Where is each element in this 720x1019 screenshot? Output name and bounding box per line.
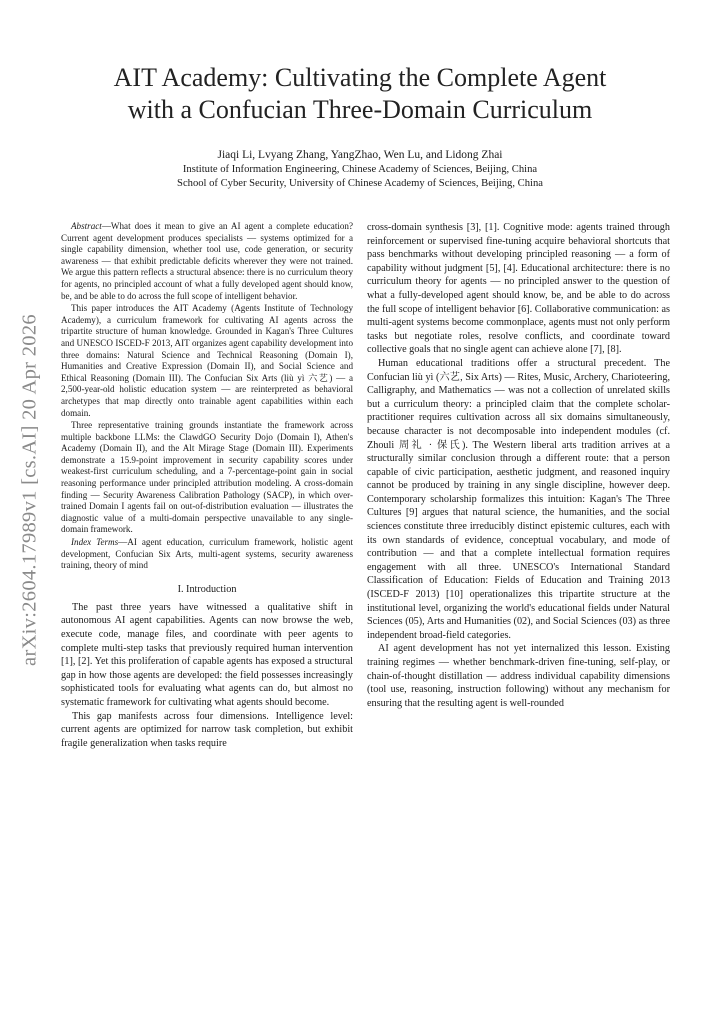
body-paragraph: The past three years have witnessed a qualitative shift in autonomous AI agent capabilities. Agents can now browse the web, execute code, manage files, and coordinate with peer agents to complete multi-step tasks that previously required human intervention [1], [2]. Yet this proliferation of capable agents has exposed a structural gap in how those agents are developed: the field possesses increasingly sophisticated tools for evaluating what agents can do, but almost no systematic framework for cultivating what agents should become.	[61, 601, 353, 708]
author-list: Jiaqi Li, Lvyang Zhang, YangZhao, Wen Lu, and Lidong Zhai	[217, 149, 503, 161]
index-terms: Index Terms—AI agent education, curriculum framework, holistic agent development, Confucian Six Arts, multi-agent systems, security awareness training, theory of mind	[61, 537, 353, 571]
abstract-paragraph: This paper introduces the AIT Academy (Agents Institute of Technology Academy), a curriculum framework for cultivating AI agents across the tripartite structure of human knowledge. Grounded in Kagan's Three Cultures and UNESCO ISCED-F 2013, AIT organizes agent capability development into three domains: Natural Science and Technical Reasoning (Domain I), Humanities and Creative Expression (Domain II), and Social Science and Ethical Reasoning (Domain III). The Confucian Six Arts (liù yì 六艺) — a 2,500-year-old holistic education system — are reinterpreted as behavioral archetypes that map directly onto trainable agent capabilities within each domain.	[61, 303, 353, 418]
body-paragraph: This gap manifests across four dimensions. Intelligence level: current agents are optimized for narrow task completion, but exhibit fragile generalization when tasks require	[61, 710, 353, 749]
left-column	[61, 221, 353, 750]
abstract-label: Abstract	[71, 221, 102, 231]
title-line: with a Confucian Three-Domain Curriculum	[127, 95, 593, 124]
affiliation-1: Institute of Information Engineering, Chinese Academy of Sciences, Beijing, China	[182, 164, 538, 175]
abstract-paragraph: Three representative training grounds instantiate the framework across multiple backbone LLMs: the ClawdGO Security Dojo (Domain I), Athen's Academy (Domain II), and the Alt Mirage Stage (Domain III). Experiments demonstrate a 15.9-point improvement in security capability scores under weakest-first curriculum scheduling, and a 7-percentage-point gain in social reasoning performance under principled attribution modeling. A cross-domain finding — Security Awareness Calibration Pathology (SACP), in which over-trained Domain I agents fail on out-of-distribution evaluation — illustrates the diagnostic value of a multi-domain perspective unavailable to any single-domain framework.	[61, 420, 353, 535]
title-line: AIT Academy: Cultivating the Complete Agent	[113, 63, 607, 92]
abstract-paragraph: Abstract—What does it mean to give an AI agent a complete education? Current agent development produces specialists — systems optimized for a single capability dimension, whether tool use, code generation, or security awareness — that exhibit predictable deficits wherever they were not trained. We argue this pattern reflects a structural absence: there is no curriculum theory for agents, no principled account of what a fully developed agent should know, be, and be able to do across the full scope of intelligent behavior.	[61, 221, 353, 301]
body-paragraph: cross-domain synthesis [3], [1]. Cognitive mode: agents trained through reinforcement or supervised fine-tuning acquire behavioral shortcuts that pass benchmarks without developing principled reasoning — a form of capability without judgment [5], [4]. Educational architecture: there is no curriculum theory for agents — no principled answer to the question of what a fully-developed agent should know, be, and be able to do across the full scope of intelligent behavior [6]. Collaborative communication: as multi-agent systems become commonplace, agents must not only perform tasks but negotiate roles, resolve conflicts, and coordinate toward collective goals that no single agent can achieve alone [7], [8].	[367, 222, 670, 356]
section-heading: I. Introduction	[177, 583, 237, 595]
index-terms-label: Index Terms	[71, 537, 119, 548]
paper-title	[60, 62, 660, 126]
affiliation-2: School of Cyber Security, University of Chinese Academy of Sciences, Beijing, China	[177, 178, 543, 189]
arxiv-identifier-stamp	[10, 300, 50, 680]
arxiv-id-text: arXiv:2604.17989v1 [cs.AI] 20 Apr 2026	[18, 314, 41, 666]
body-paragraph: Human educational traditions offer a structural precedent. The Confucian liù yì (六艺, Six Arts) — Rites, Music, Archery, Charioteering, Calligraphy, and Mathematics — was not a collection of unrelated skills but a curriculum theory: a principled claim that the complete scholar-practitioner requires cultivation across all six domains simultaneously, because character is not decomposable into independent modules (cf. Zhouli 周礼 · 保氏). The Western liberal arts tradition arrives at a structurally similar conclusion through a different route: that a person capable of civic participation, aesthetic judgment, and reasoned inquiry cannot be produced by training in any single discipline, however deep. Contemporary scholarship formalizes this intuition: Kagan's The Three Cultures [9] argues that natural science, the humanities, and the social sciences constitute three irreducibly distinct epistemic cultures, each with its own standards of evidence, conceptual vocabulary, and mode of contribution — and that a complete intellectual formation requires engagement with all three. UNESCO's International Standard Classification of Education: Fields of Education and Training 2013 (ISCED-F 2013) [10] operationalizes this tripartite structure at the institutional level, organizing the world's educational fields under Natural Sciences (05), Arts and Humanities (02), and Social Sciences (03) as three independent broad-field categories.	[367, 357, 670, 641]
body-paragraph: AI agent development has not yet internalized this lesson. Existing training regimes — whether benchmark-driven fine-tuning, self-play, or chain-of-thought distillation — address individual capability dimensions (tool use, reasoning, instruction following) without any mechanism for ensuring that the resulting agent is well-rounded	[367, 643, 670, 709]
right-column	[367, 221, 670, 710]
